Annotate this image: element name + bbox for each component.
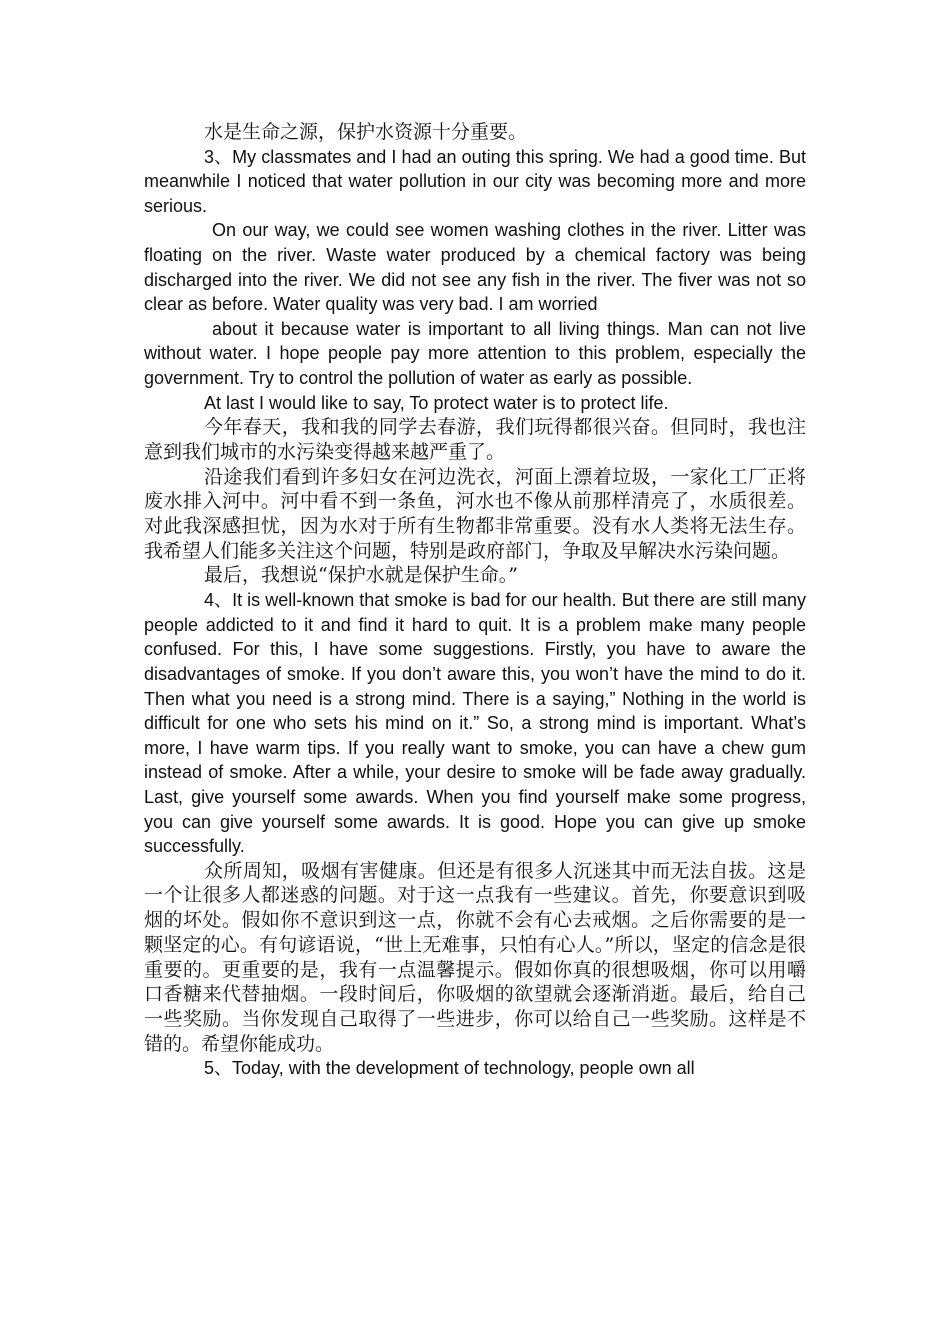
paragraph-essay-3-cn-conclusion: 最后，我想说“保护水就是保护生命。” [204, 564, 518, 587]
paragraph-essay-4: 4、It is well-known that smoke is bad for our health. But there are still many people addicted to it and find it hard to quit. It is a problem make many people confused. For this, I have some suggestions. Firstly, you have to aware the disadvantages of smoke. If you don’t aware this, you won’t have the mind to do it. Then what you need is a strong mind. There is a saying,” Nothing in the world is difficult for one who sets his mind on it.” So, a strong mind is important. What’s more, I have warm tips. If you really want to smoke, you can have a chew gum instead of smoke. After a while, your desire to smoke will be fade away gradually. Last, give yourself some awards. When you find yourself make some progress, you can give yourself some awards. It is good. Hope you can give up smoke successfully. [144, 590, 806, 857]
paragraph-essay-4-cn: 众所周知，吸烟有害健康。但还是有很多人沉迷其中而无法自拔。这是一个让很多人都迷惑的问题。对于这一点我有一些建议。首先，你要意识到吸烟的坏处。假如你不意识到这一点，你就不会有心去戒烟。之后你需要的是一颗坚定的心。有句谚语说，“世上无难事，只怕有心人。”所以，坚定的信念是很重要的。更重要的是，我有一点温馨提示。假如你真的很想吸烟，你可以用嚼口香糖来代替抽烟。一段时间后，你吸烟的欲望就会逐渐消逝。最后，给自己一些奖励。当你发现自己取得了一些进步，你可以给自己一些奖励。这样是不错的。希望你能成功。 [144, 859, 806, 1055]
paragraph-essay-3-conclusion: At last I would like to say, To protect water is to protect life. [204, 392, 669, 413]
paragraph-essay-3-body-1: On our way, we could see women washing clothes in the river. Litter was floating on the river. Waste water produced by a chemical factory was being discharged into the river. We did not see any fish in the river. The fiver was not so clear as before. Water quality was very bad. I am worried [144, 220, 806, 315]
document-body [144, 120, 806, 1081]
paragraph-essay-3-intro: 3、My classmates and I had an outing this spring. We had a good time. But meanwhile I noticed that water pollution in our city was becoming more and more serious. [144, 146, 806, 216]
paragraph-essay-5-intro: 5、Today, with the development of technology, people own all [204, 1058, 695, 1079]
paragraph-essay-3-cn-intro: 今年春天，我和我的同学去春游，我们玩得都很兴奋。但同时，我也注意到我们城市的水污染变得越来越严重了。 [144, 416, 806, 463]
paragraph-essay-3-body-2: about it because water is important to all living things. Man can not live without water. I hope people pay more attention to this problem, especially the government. Try to control the pollution of water as early as possible. [144, 318, 806, 389]
paragraph-water-conclusion-cn: 水是生命之源，保护水资源十分重要。 [204, 121, 528, 143]
paragraph-essay-3-cn-body: 沿途我们看到许多妇女在河边洗衣，河面上漂着垃圾，一家化工厂正将废水排入河中。河中看不到一条鱼，河水也不像从前那样清亮了，水质很差。对此我深感担忧，因为水对于所有生物都非常重要。没有水人类将无法生存。我希望人们能多关注这个问题，特别是政府部门，争取及早解决水污染问题。 [144, 465, 806, 562]
